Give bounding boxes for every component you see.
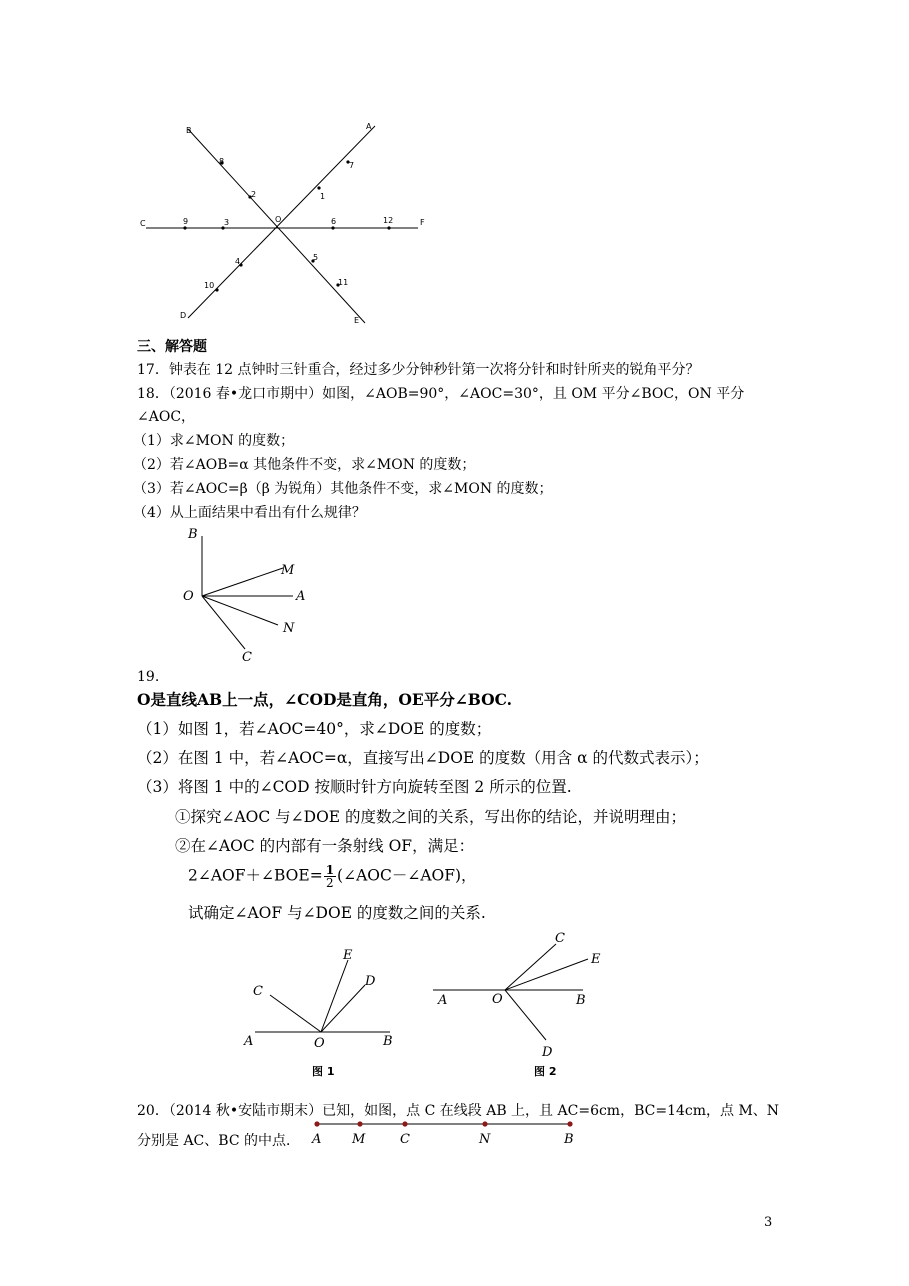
point-label-b: B — [186, 126, 192, 135]
point-label-f: F — [420, 218, 425, 227]
question-18-part2: （2）若∠AOB=α 其他条件不变，求∠MON 的度数； — [133, 457, 476, 473]
question-19-number: 19. — [137, 669, 160, 685]
point-label-c: C — [400, 1132, 410, 1147]
fraction-one-half — [324, 864, 336, 889]
page-number: 3 — [764, 1215, 773, 1230]
question-19-sub2: ②在∠AOC 的内部有一条射线 OF，满足： — [175, 837, 475, 855]
point-label-a: A — [296, 589, 306, 604]
question-19-sub3: 试确定∠AOF 与∠DOE 的度数之间的关系. — [188, 904, 486, 922]
question-19-intro: O是直线AB上一点，∠COD是直角，OE平分∠BOC. — [137, 690, 513, 709]
equation-left: 2∠AOF＋∠BOE= — [188, 866, 323, 885]
number-label-9: 9 — [183, 217, 189, 226]
number-label-4: 4 — [235, 257, 241, 266]
figure-2 — [428, 925, 608, 1082]
question-19-sub1: ①探究∠AOC 与∠DOE 的度数之间的关系，写出你的结论，并说明理由； — [175, 808, 687, 826]
point-label-b: B — [576, 993, 586, 1008]
section-heading: 三、解答题 — [137, 339, 207, 355]
question-18-part1: （1）求∠MON 的度数； — [133, 433, 295, 449]
number-label-5: 5 — [313, 253, 319, 262]
figure-2-caption: 图 2 — [534, 1065, 557, 1078]
number-label-10: 10 — [204, 281, 215, 290]
point-label-b: B — [383, 1034, 393, 1049]
point-label-c: C — [140, 219, 146, 228]
question-18-part3: （3）若∠AOC=β（β 为锐角）其他条件不变，求∠MON 的度数； — [133, 481, 553, 497]
figure-1-caption: 图 1 — [312, 1065, 335, 1078]
point-label-o: O — [314, 1036, 325, 1051]
point-label-c: C — [242, 650, 252, 665]
number-label-8: 8 — [219, 157, 225, 166]
clock-lines-figure — [130, 115, 440, 330]
point-label-c: C — [555, 931, 565, 946]
question-17: 17．钟表在 12 点钟时三针重合，经过多少分钟秒针第一次将分针和时针所夹的锐角平分？ — [137, 362, 700, 378]
question-18-part4: （4）从上面结果中看出有什么规律？ — [133, 505, 366, 521]
figure-1 — [240, 940, 410, 1082]
segment-ab-figure — [305, 1116, 585, 1152]
equation-right: (∠AOC－∠AOF)， — [337, 866, 477, 885]
question-19-equation — [188, 864, 477, 889]
number-label-7: 7 — [349, 161, 355, 170]
point-label-n: N — [283, 621, 295, 636]
point-label-b: B — [188, 527, 198, 542]
point-label-a: A — [438, 993, 448, 1008]
point-label-e: E — [354, 316, 360, 325]
point-label-a: A — [366, 122, 372, 131]
point-label-o: O — [492, 992, 503, 1007]
point-label-b: B — [564, 1132, 574, 1147]
number-label-1: 1 — [320, 192, 326, 201]
question-18-line1: 18．（2016 春•龙口市期中）如图，∠AOB=90°，∠AOC=30°，且 OM 平分∠BOC，ON 平分 — [137, 386, 745, 402]
point-label-e: E — [591, 952, 601, 967]
point-label-c: C — [253, 984, 263, 999]
number-label-2: 2 — [251, 190, 257, 199]
point-label-a: A — [244, 1034, 254, 1049]
point-label-d: D — [365, 974, 376, 989]
fraction-numerator: 1 — [325, 863, 335, 877]
point-label-o: O — [183, 589, 194, 604]
number-label-11: 11 — [338, 278, 349, 287]
point-label-m: M — [281, 563, 295, 578]
question-20-line1: 20．（2014 秋•安陆市期末）已知，如图，点 C 在线段 AB 上，且 AC=6cm，BC=14cm，点 M、N — [137, 1103, 780, 1119]
point-label-e: E — [343, 948, 353, 963]
point-label-o: O — [275, 215, 282, 224]
number-label-6: 6 — [331, 217, 337, 226]
fraction-denominator: 2 — [326, 876, 334, 890]
question-18-line2: ∠AOC， — [137, 409, 196, 425]
angle-mon-figure — [175, 522, 325, 667]
question-19-part1: （1）如图 1，若∠AOC=40°，求∠DOE 的度数； — [137, 720, 492, 738]
number-label-12: 12 — [383, 216, 394, 225]
number-label-3: 3 — [224, 218, 230, 227]
line-ba-to-oe — [188, 129, 365, 323]
question-19-part2: （2）在图 1 中，若∠AOC=α，直接写出∠DOE 的度数（用含 α 的代数式表示）； — [137, 749, 709, 767]
point-label-a: A — [312, 1132, 322, 1147]
point-label-m: M — [352, 1132, 366, 1147]
question-20-line2: 分别是 AC、BC 的中点． — [137, 1133, 300, 1149]
point-label-d: D — [180, 311, 187, 320]
question-19-part3: （3）将图 1 中的∠COD 按顺时针方向旋转至图 2 所示的位置. — [137, 778, 572, 796]
point-label-n: N — [479, 1132, 491, 1147]
point-label-d: D — [542, 1045, 553, 1060]
